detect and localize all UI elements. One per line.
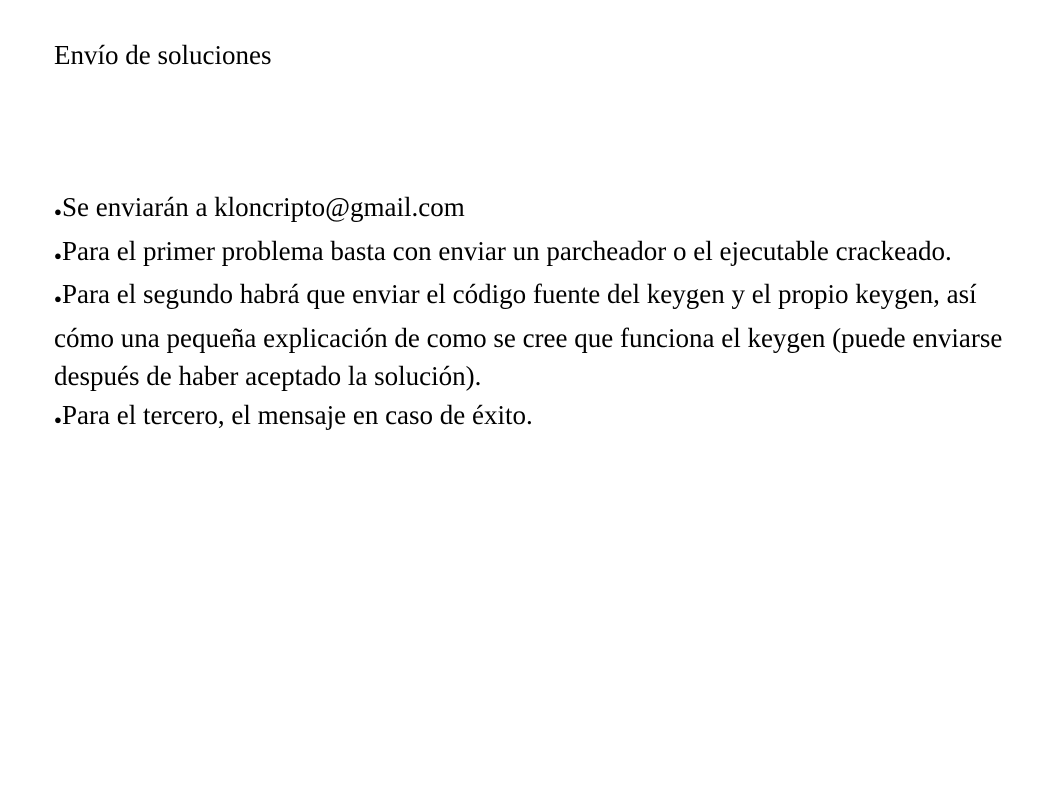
bullet-icon: [54, 401, 62, 440]
bullet-item-first-problem: [54, 232, 1014, 276]
bullet-text: Para el primer problema basta con enviar un parcheador o el ejecutable crackeado.: [62, 235, 952, 266]
bullet-text: Para el segundo habrá que enviar el código fuente del keygen y el propio keygen, así cómo una pequeña explicación de como se cree que funciona el keygen (puede enviarse después de haber aceptado la solución).: [54, 279, 1003, 391]
bullet-item-second-problem: [54, 275, 1014, 396]
bullet-icon: [54, 280, 62, 319]
bullet-list: [54, 188, 1014, 439]
bullet-text: Para el tercero, el mensaje en caso de éxito.: [62, 399, 533, 430]
bullet-text: Se enviarán a kloncripto@gmail.com: [62, 192, 465, 222]
bullet-item-third-problem: [54, 396, 1014, 440]
bullet-icon: [54, 237, 62, 276]
bullet-icon: [54, 193, 62, 232]
slide-title: Envío de soluciones: [54, 40, 272, 70]
bullet-item-email: [54, 188, 1014, 232]
